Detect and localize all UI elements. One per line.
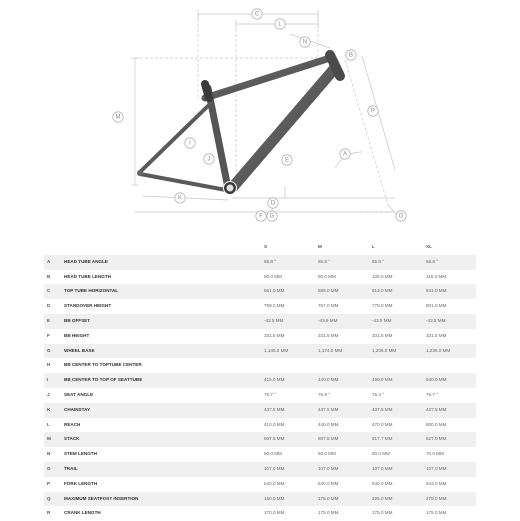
value-m: -43.5 MM: [318, 317, 338, 323]
value-l: 175.0 MM: [372, 510, 393, 516]
badge-i: [185, 138, 195, 148]
row-label: CRANK LENGTH: [64, 510, 101, 516]
value-s: 607.5 MM: [264, 436, 285, 442]
value-l: 778.0 MM: [372, 303, 393, 309]
value-m: 440.0 MM: [318, 377, 339, 383]
badge-c: [252, 9, 262, 19]
table-row: [44, 358, 476, 373]
badge-p: [368, 106, 378, 116]
row-label: TRAIL: [64, 465, 78, 471]
value-l: 540.0 MM: [372, 480, 393, 486]
badge-label: L: [278, 21, 282, 28]
value-xl: 175.0 MM: [426, 510, 447, 516]
badge-label: A: [342, 151, 348, 158]
value-xl: 801.0 MM: [426, 303, 447, 309]
badge-label: J: [207, 156, 211, 163]
value-l: [372, 358, 426, 373]
row-label: STANDOVER HEIGHT: [64, 303, 112, 309]
row-letter: I: [47, 377, 49, 383]
row-label: TOP TUBE HORIZONTAL: [64, 288, 119, 294]
header-size-xl: XL: [426, 240, 476, 255]
row-label: STEM LENGTH: [64, 451, 97, 457]
row-label: BB CENTER TO TOPTUBE CENTER: [64, 362, 142, 368]
badge-g: [267, 211, 277, 221]
row-letter: J: [47, 391, 50, 397]
row-letter: Q: [47, 495, 51, 501]
value-xl: 627.0 MM: [426, 436, 447, 442]
table-row: [44, 447, 476, 462]
badge-b: [346, 50, 356, 60]
table-header-row: [44, 240, 476, 255]
badge-label: O: [398, 213, 404, 220]
value-l: 76.4 °: [372, 391, 385, 397]
value-s: 331.5 MM: [264, 332, 285, 338]
value-m: 107.0 MM: [318, 465, 339, 471]
row-label: STACK: [64, 436, 80, 442]
value-l: 613.0 MM: [372, 288, 393, 294]
value-s: 90.0 MM: [264, 273, 282, 279]
row-letter: D: [47, 303, 51, 309]
value-l: 1,205.0 MM: [372, 347, 397, 353]
value-s: 150.0 MM: [264, 495, 285, 501]
value-xl: 115.0 MM: [426, 273, 447, 279]
value-l: 617.7 MM: [372, 436, 393, 442]
table-row: [44, 329, 476, 344]
value-s: -43.5 MM: [264, 317, 284, 323]
badge-label: P: [370, 108, 376, 115]
frame-drawing: [0, 0, 520, 232]
value-xl: 500.0 MM: [426, 421, 447, 427]
value-m: 175.0 MM: [318, 510, 339, 516]
table-row: [44, 255, 476, 270]
value-xl: 65.8 °: [426, 258, 439, 264]
table-row: [44, 492, 476, 507]
row-label: BB HEIGHT: [64, 332, 90, 338]
row-label: CHAINSTAY: [64, 406, 91, 412]
row-label: BB OFFSET: [64, 317, 91, 323]
value-m: 65.8 °: [318, 258, 331, 264]
value-m: 767.0 MM: [318, 303, 339, 309]
row-letter: L: [47, 421, 50, 427]
row-label: MAXIMUM SEATPOST INSERTION: [64, 495, 139, 501]
badge-label: D: [270, 200, 276, 207]
table-row: [44, 432, 476, 447]
badge-label: C: [254, 11, 260, 18]
row-label: HEAD TUBE LENGTH: [64, 273, 111, 279]
row-label: BB CENTER TO TOP OF SEATTUBE: [64, 377, 143, 383]
bike-frame: [137, 55, 340, 195]
badge-o: [396, 211, 406, 221]
table-row: [44, 299, 476, 314]
value-m: 331.5 MM: [318, 332, 339, 338]
table-row: [44, 477, 476, 492]
badge-f: [256, 211, 266, 221]
value-l: -43.5 MM: [372, 317, 392, 323]
table-row: [44, 373, 476, 388]
table-row: [44, 462, 476, 477]
value-l: 490.0 MM: [372, 377, 393, 383]
value-s: 1,145.0 MM: [264, 347, 289, 353]
value-l: 331.5 MM: [372, 332, 393, 338]
badge-j: [204, 154, 214, 164]
row-letter: C: [47, 288, 51, 294]
row-label: SEAT ANGLE: [64, 391, 94, 397]
value-xl: 437.5 MM: [426, 406, 447, 412]
value-xl: 275.0 MM: [426, 495, 447, 501]
value-l: 60.0 MM: [372, 451, 390, 457]
table-body: [44, 255, 476, 521]
value-l: 225.0 MM: [372, 495, 393, 501]
value-m: 90.0 MM: [318, 273, 336, 279]
value-s: 410.0 MM: [264, 421, 285, 427]
badge-e: [282, 155, 292, 165]
value-xl: -43.5 MM: [426, 317, 446, 323]
row-label: REACH: [64, 421, 81, 427]
table-row: [44, 418, 476, 433]
value-xl: [426, 358, 476, 373]
dimension-lines: [131, 10, 400, 220]
table-row: [44, 403, 476, 418]
row-letter: K: [47, 406, 51, 412]
header-size-s: S: [264, 240, 318, 255]
value-s: 107.0 MM: [264, 465, 285, 471]
dimension-badges: [113, 9, 406, 221]
value-l: 65.8 °: [372, 258, 385, 264]
row-letter: M: [47, 436, 51, 442]
value-xl: 540.0 MM: [426, 377, 447, 383]
row-letter: H: [47, 362, 51, 368]
badge-label: F: [259, 213, 263, 220]
value-s: 50.0 MM: [264, 451, 282, 457]
badge-label: B: [348, 52, 354, 59]
value-m: 440.0 MM: [318, 421, 339, 427]
value-m: 437.5 MM: [318, 406, 339, 412]
value-s: 75.7 °: [264, 391, 277, 397]
badge-label: E: [284, 157, 290, 164]
value-s: [264, 358, 318, 373]
value-s: 561.0 MM: [264, 288, 285, 294]
row-letter: P: [47, 480, 51, 486]
row-label: WHEEL BASE: [64, 347, 95, 353]
table-row: [44, 506, 476, 521]
row-letter: R: [47, 510, 51, 516]
badge-label: G: [269, 213, 275, 220]
header-size-m: M: [318, 240, 372, 255]
row-label: HEAD TUBE ANGLE: [64, 258, 108, 264]
value-xl: 107.0 MM: [426, 465, 447, 471]
table-row: [44, 388, 476, 403]
badge-label: M: [115, 114, 121, 121]
value-l: 107.0 MM: [372, 465, 393, 471]
badge-l: [275, 19, 285, 29]
value-xl: 641.0 MM: [426, 288, 447, 294]
table-row: [44, 344, 476, 359]
value-l: 105.0 MM: [372, 273, 393, 279]
table-row: [44, 314, 476, 329]
row-letter: O: [47, 465, 51, 471]
row-letter: B: [47, 273, 51, 279]
badge-n: [300, 37, 310, 47]
value-s: 759.0 MM: [264, 303, 285, 309]
row-letter: A: [47, 258, 51, 264]
value-xl: 76.7 °: [426, 391, 439, 397]
value-xl: 331.5 MM: [426, 332, 447, 338]
badge-label: I: [189, 140, 191, 147]
table-row: [44, 270, 476, 285]
badge-label: K: [177, 195, 183, 202]
value-m: [318, 358, 372, 373]
row-letter: F: [47, 332, 50, 338]
badge-m: [113, 112, 123, 122]
value-m: 1,174.0 MM: [318, 347, 343, 353]
value-s: 437.5 MM: [264, 406, 285, 412]
value-m: 540.0 MM: [318, 480, 339, 486]
value-l: 470.0 MM: [372, 421, 393, 427]
row-letter: G: [47, 347, 51, 353]
header-letter: [44, 240, 64, 255]
value-m: 175.0 MM: [318, 495, 339, 501]
geometry-table: [44, 240, 476, 521]
value-s: 540.0 MM: [264, 480, 285, 486]
row-letter: N: [47, 451, 51, 457]
value-xl: 543.0 MM: [426, 480, 447, 486]
badge-label: N: [302, 39, 308, 46]
value-m: 589.0 MM: [318, 288, 339, 294]
badge-a: [340, 149, 350, 159]
value-s: 415.0 MM: [264, 377, 285, 383]
row-label: FORK LENGTH: [64, 480, 98, 486]
value-l: 437.5 MM: [372, 406, 393, 412]
value-xl: 70.0 MM: [426, 451, 444, 457]
value-s: 65.8 °: [264, 258, 277, 264]
value-m: 75.9 °: [318, 391, 331, 397]
value-s: 170.0 MM: [264, 510, 285, 516]
badge-k: [175, 193, 185, 203]
header-size-l: L: [372, 240, 426, 255]
table-row: [44, 284, 476, 299]
badge-d: [268, 198, 278, 208]
value-m: 607.5 MM: [318, 436, 339, 442]
header-label: [64, 240, 264, 255]
value-m: 60.0 MM: [318, 451, 336, 457]
value-xl: 1,236.0 MM: [426, 347, 451, 353]
row-letter: E: [47, 317, 51, 323]
frame-geometry-diagram: [0, 0, 520, 232]
